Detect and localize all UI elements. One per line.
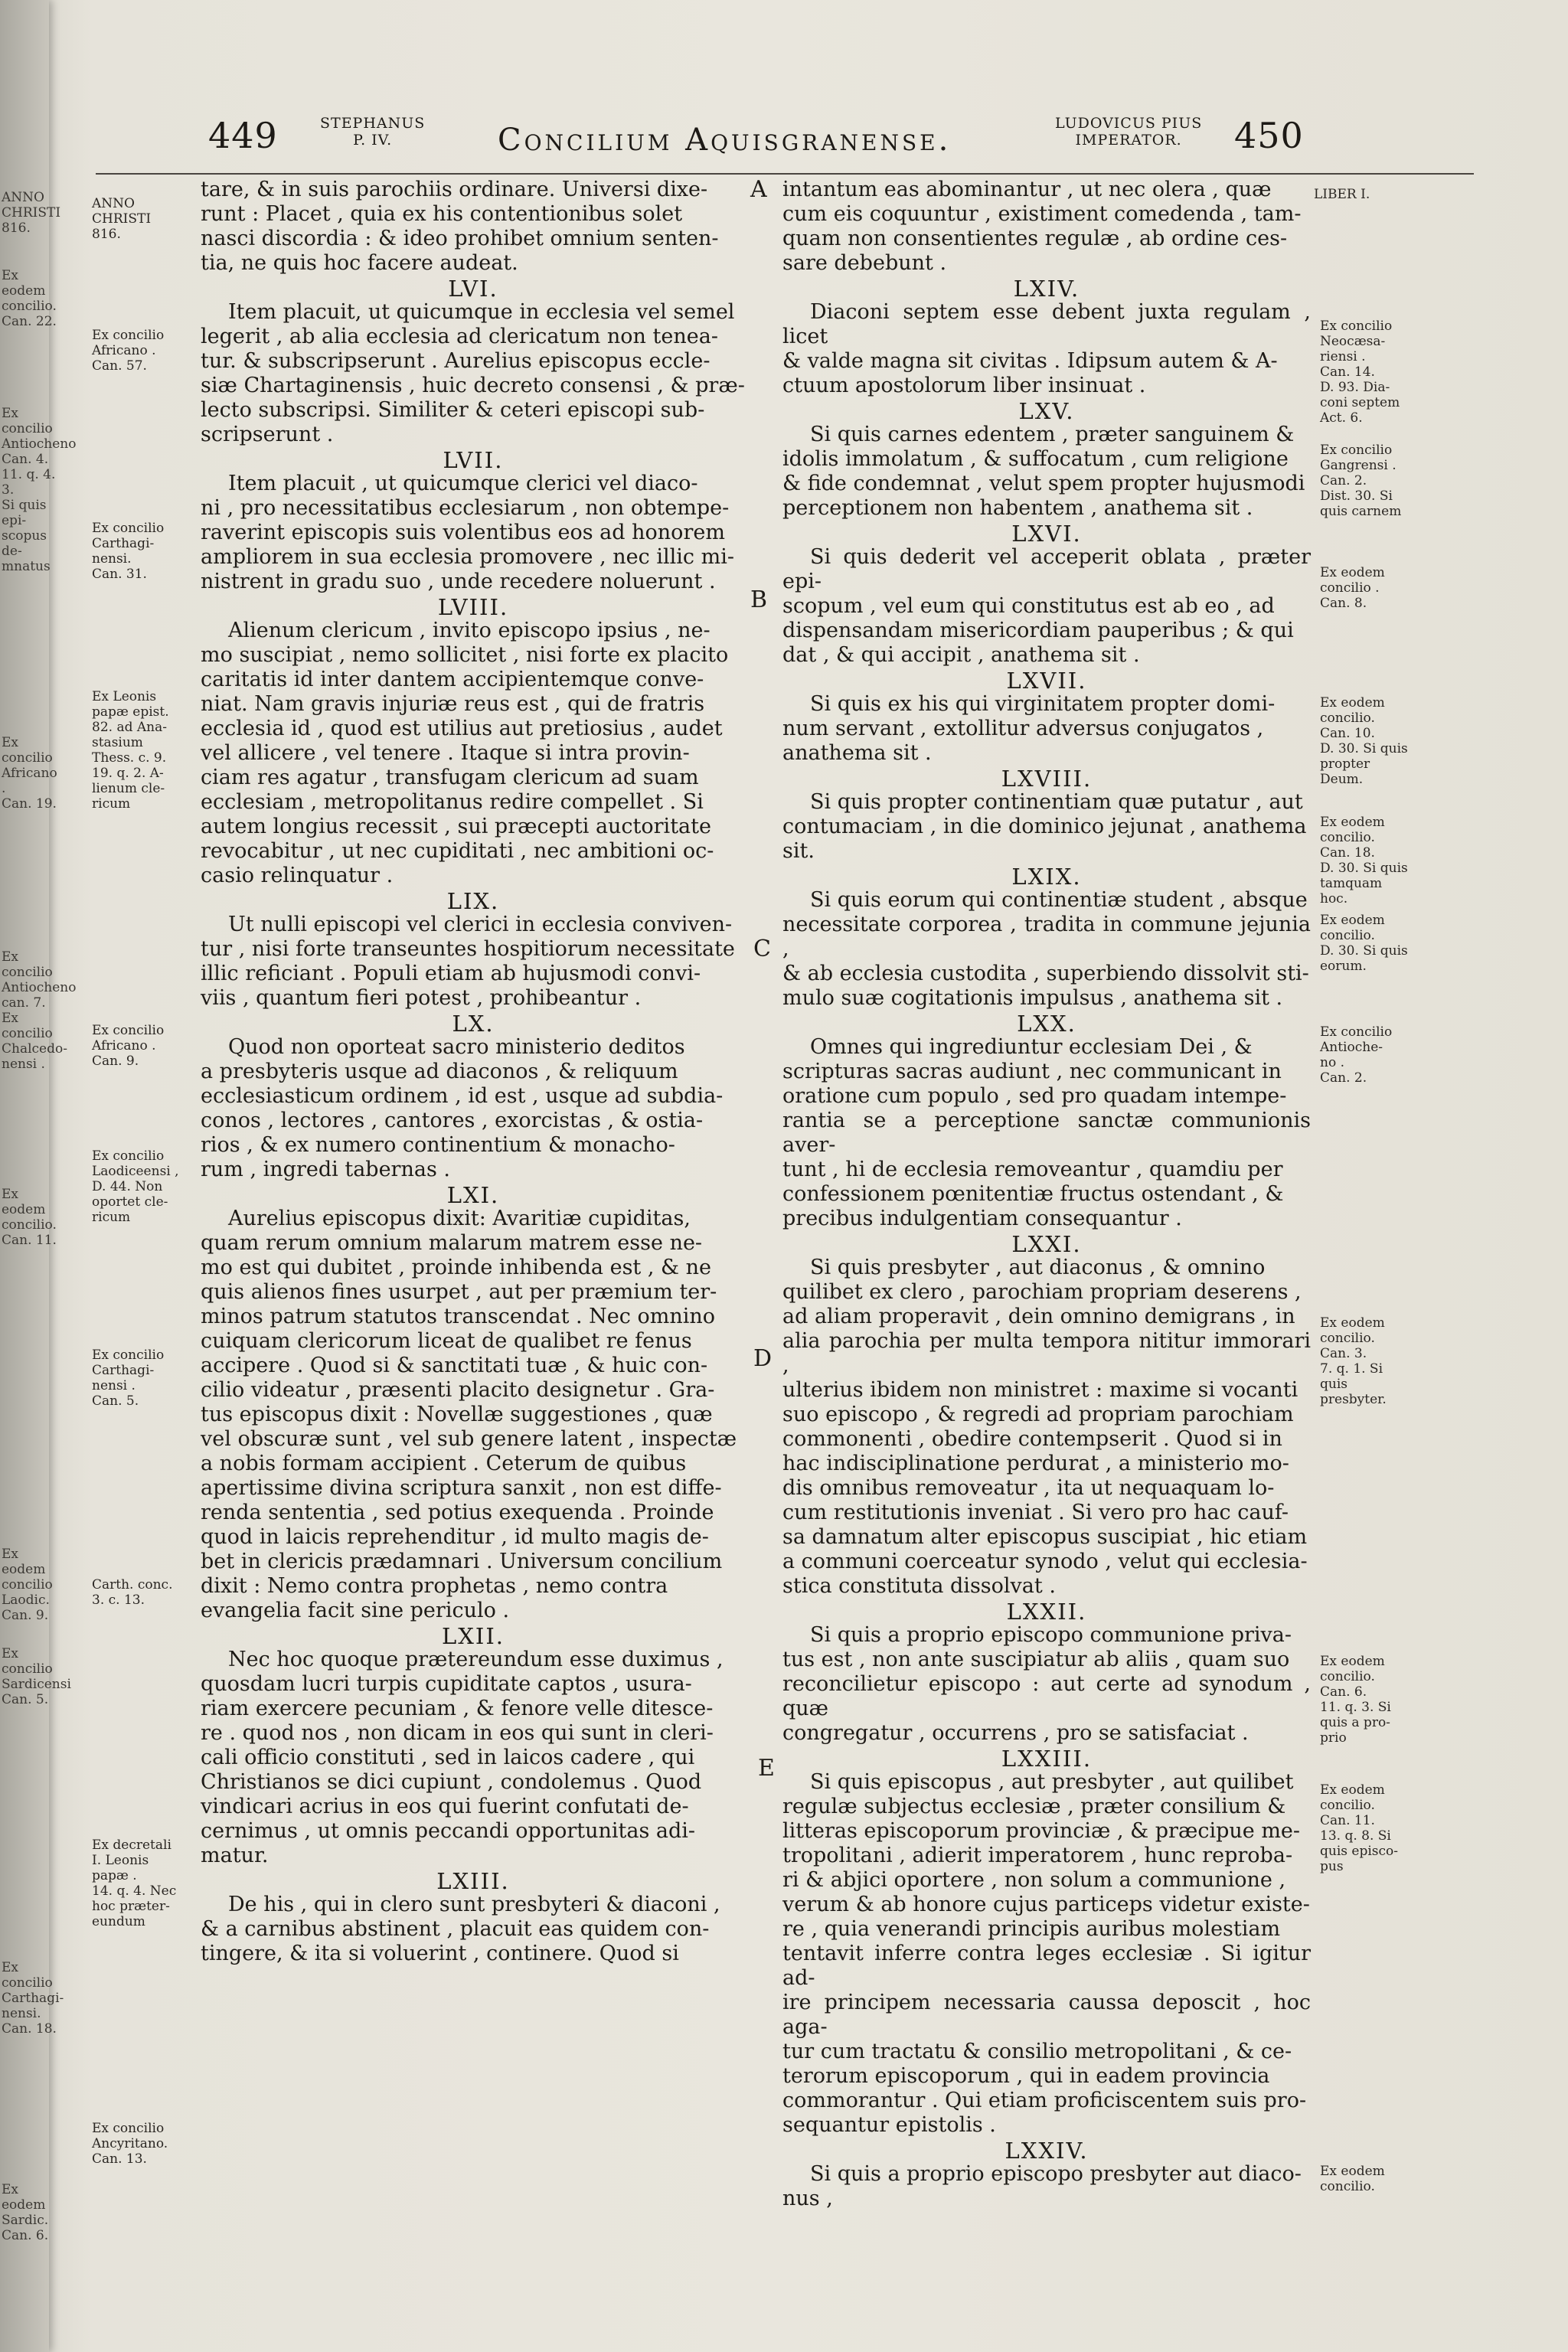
gutter-note: Ex concilio Sardicensi Can. 5. bbox=[2, 1646, 71, 1707]
margin-note: Ex concilio Ancyritano. Can. 13. bbox=[92, 2121, 168, 2167]
margin-note: Ex concilio Neocæsa- riensi . Can. 14. D. 93. Dia- coni septem Act. 6. bbox=[1320, 318, 1400, 426]
canon-paragraph: Si quis propter continentiam quæ putatur , aut contumaciam , in die dominico jejunat , anathema sit. bbox=[782, 790, 1307, 863]
canon-number: LXXI. bbox=[1011, 1231, 1082, 1257]
header-rule bbox=[96, 173, 1474, 175]
canon-paragraph: Si quis carnes edentem , præter sanguinem & idolis immolatum , & suffocatum , cum religione & fide condemnat , velut spem propter hujusmodi perceptionem non habentem , anathema sit . bbox=[782, 423, 1305, 520]
canon-number: LXIX. bbox=[1011, 864, 1082, 890]
canon-number: LXX. bbox=[1017, 1011, 1076, 1037]
gutter-note: Ex concilio Antiocheno Can. 4. 11. q. 4. 3. Si quis epi- scopus de- mnatus bbox=[2, 406, 77, 574]
right-text-column bbox=[782, 178, 1311, 2211]
canon-number: LVIII. bbox=[437, 594, 509, 620]
section-letter: B bbox=[750, 586, 768, 613]
canon-paragraph: Si quis presbyter , aut diaconus , & omnino quilibet ex clero , parochiam propriam deserens , ad aliam properavit , dein omnino demigrans , in alia parochia per multa tempora nititur immorari , ulterius ibidem non ministret : maxime si vocanti suo episcopo , & regredi ad propriam parochiam commonenti , obedire contempserit . Quod si in hac indisciplinatione perdurat , a ministerio mo- dis omnibus removeatur , ita ut nequaquam lo- cum restitutionis inveniat . Si vero pro hac cauf- sa damnatum alter episcopus suscipiat , hic etiam a communi coerceatur synodo , velut qui ecclesia- stica constituta dissolvat . bbox=[782, 1256, 1311, 1598]
canon-paragraph: Ut nulli episcopi vel clerici in ecclesia conviven- tur , nisi forte transeuntes hospitiorum necessitate illic reficiant . Populi etiam ab hujusmodi convi- viis , quantum fieri potest , prohibeantur . bbox=[201, 913, 735, 1010]
margin-note: Ex eodem concilio. Can. 6. 11. q. 3. Si quis a pro- prio bbox=[1320, 1654, 1391, 1746]
margin-note: Ex eodem concilio . Can. 8. bbox=[1320, 565, 1385, 611]
gutter-note: Ex eodem concilio. Can. 22. bbox=[2, 268, 57, 329]
canon-number: LXVI. bbox=[1011, 521, 1082, 547]
canon-paragraph: intantum eas abominantur , ut nec olera , quæ cum eis coquuntur , existiment comedenda , tam- quam non consentientes regulæ , ab ordine ces- sare debebunt . bbox=[782, 178, 1302, 275]
canon-paragraph: Si quis eorum qui continentiæ student , absque necessitate corporea , tradita in commune jejunia , & ab ecclesia custodita , superbiendo dissolvit sti- mulo suæ cogitationis impulsus , anathema sit . bbox=[782, 888, 1311, 1010]
running-head-left: STEPHANUS P. IV. bbox=[320, 115, 426, 149]
margin-note: Ex concilio Laodiceensi , D. 44. Non oportet cle- ricum bbox=[92, 1148, 179, 1225]
left-text-column bbox=[201, 178, 746, 1966]
margin-note: Ex Leonis papæ epist. 82. ad Ana- stasium Thess. c. 9. 19. q. 2. A- lienum cle- ricum bbox=[92, 689, 169, 812]
margin-note: Ex concilio Africano . Can. 9. bbox=[92, 1023, 165, 1069]
margin-note: Ex eodem concilio. Can. 3. 7. q. 1. Si quis presbyter. bbox=[1320, 1315, 1387, 1407]
canon-number: LX. bbox=[452, 1011, 495, 1037]
gutter-note: Ex concilio Antiocheno can. 7. Ex concilio Chalcedo- nensi . bbox=[2, 949, 77, 1072]
canon-paragraph: Si quis dederit vel acceperit oblata , præter epi- scopum , vel eum qui constitutus est ab eo , ad dispensandam misericordiam pauperibus ; & qui dat , & qui accipit , anathema sit . bbox=[782, 545, 1311, 667]
page-number-left: 449 bbox=[208, 115, 278, 156]
gutter-note: Ex eodem Sardic. Can. 6. bbox=[2, 2182, 49, 2243]
canon-number: LXII. bbox=[441, 1623, 505, 1649]
gutter-note: Ex eodem concilio Laodic. Can. 9. bbox=[2, 1547, 53, 1623]
canon-number: LXXIV. bbox=[1004, 2138, 1089, 2164]
canon-paragraph: Diaconi septem esse debent juxta regulam , licet & valde magna sit civitas . Idipsum autem & A- ctuum apostolorum liber insinuat . bbox=[782, 300, 1311, 397]
canon-paragraph: De his , qui in clero sunt presbyteri & diaconi , & a carnibus abstinent , placuit eas quidem con- tingere, & ita si voluerint , continere. Quod si bbox=[201, 1893, 720, 1965]
section-letter: C bbox=[753, 936, 771, 962]
page-title: Concilium Aquisgranense. bbox=[498, 122, 952, 158]
margin-note: Ex eodem concilio. Can. 18. D. 30. Si quis tamquam hoc. bbox=[1320, 815, 1408, 906]
margin-note: Ex concilio Carthagi- nensi . Can. 5. bbox=[92, 1348, 165, 1409]
margin-note: Carth. conc. 3. c. 13. bbox=[92, 1577, 173, 1608]
page-number-right: 450 bbox=[1234, 115, 1304, 156]
margin-note: Ex eodem concilio. Can. 11. 13. q. 8. Si quis episco- pus bbox=[1320, 1782, 1398, 1874]
canon-paragraph: Item placuit , ut quicumque clerici vel diaco- ni , pro necessitatibus ecclesiarum , non obtempe- raverint episcopis suis volentibus eos ad honorem ampliorem in sua ecclesia promovere , nec illic mi- nistrent in gradu suo , unde recedere noluerunt . bbox=[201, 472, 734, 593]
canon-number: LXXII. bbox=[1006, 1599, 1087, 1625]
canon-number: LXXIII. bbox=[1001, 1746, 1093, 1772]
gutter-note: ANNO CHRISTI 816. bbox=[2, 190, 61, 236]
canon-number: LVI. bbox=[448, 276, 498, 302]
gutter-note: Ex concilio Carthagi- nensi. Can. 18. bbox=[2, 1960, 64, 2037]
canon-number: LXI. bbox=[446, 1182, 500, 1208]
canon-number: LXIV. bbox=[1013, 276, 1080, 302]
margin-note: ANNO CHRISTI 816. bbox=[92, 196, 152, 242]
margin-note: Ex concilio Carthagi- nensi. Can. 31. bbox=[92, 521, 165, 582]
canon-paragraph: Si quis a proprio episcopo presbyter aut diaco- nus , bbox=[782, 2162, 1302, 2210]
margin-note: Ex eodem concilio. Can. 10. D. 30. Si quis propter Deum. bbox=[1320, 695, 1408, 787]
canon-paragraph: Si quis ex his qui virginitatem propter domi- num servant , extollitur adversus conjugatos , anathema sit . bbox=[782, 692, 1276, 765]
canon-paragraph: Si quis a proprio episcopo communione priva- tus est , non ante suscipiatur ab aliis , quam suo reconcilietur episcopo : aut certe ad synodum , quæ congregatur , occurrens , pro se satisfaciat . bbox=[782, 1623, 1311, 1745]
running-head-right: LUDOVICUS PIUS IMPERATOR. bbox=[1055, 115, 1203, 149]
previous-page-edge bbox=[0, 0, 77, 2352]
margin-note: Ex concilio Gangrensi . Can. 2. Dist. 30. Si quis carnem bbox=[1320, 443, 1402, 519]
margin-note: Ex eodem concilio. bbox=[1320, 2164, 1385, 2194]
gutter-note: Ex concilio Africano . Can. 19. bbox=[2, 735, 57, 812]
canon-number: LXV. bbox=[1018, 398, 1075, 424]
gutter-note: Ex eodem concilio. Can. 11. bbox=[2, 1187, 57, 1248]
canon-number: LXIII. bbox=[436, 1868, 510, 1894]
canon-number: LXVII. bbox=[1006, 668, 1087, 694]
canon-paragraph: tare, & in suis parochiis ordinare. Universi dixe- runt : Placet , quia ex his contentionibus solet nasci discordia : & ideo prohibet omnium senten- tia, ne quis hoc facere audeat. bbox=[201, 178, 719, 275]
canon-paragraph: Omnes qui ingrediuntur ecclesiam Dei , & scripturas sacras audiunt , nec communicant in oratione cum populo , sed pro quadam intempe- rantia se a perceptione sanctæ communionis aver- tunt , hi de ecclesia removeantur , quamdiu per confessionem pœnitentiæ fructus ostendant , & precibus indulgentiam consequantur . bbox=[782, 1035, 1311, 1230]
margin-note: Ex concilio Africano . Can. 57. bbox=[92, 328, 165, 374]
margin-note: LIBER I. bbox=[1314, 187, 1370, 202]
canon-number: LXVIII. bbox=[1001, 766, 1093, 792]
margin-note: Ex eodem concilio. D. 30. Si quis eorum. bbox=[1320, 913, 1408, 974]
section-letter: A bbox=[750, 176, 767, 203]
running-header bbox=[0, 115, 1568, 176]
section-letter: D bbox=[753, 1345, 773, 1372]
margin-note: Ex concilio Antioche- no . Can. 2. bbox=[1320, 1024, 1393, 1086]
canon-paragraph: Item placuit, ut quicumque in ecclesia vel semel legerit , ab alia ecclesia ad clericatum non tenea- tur. & subscripserunt . Aurelius episcopus eccle- siæ Chartaginensis , huic decreto consensi , & præ- lecto subscripsi. Similiter & ceteri episcopi sub- scripserunt . bbox=[201, 300, 745, 446]
canon-paragraph: Quod non oporteat sacro ministerio deditos a presbyteris usque ad diaconos , & reliquum ecclesiasticum ordinem , id est , usque ad subdia- conos , lectores , cantores , exorcistas , & ostia- rios , & ex numero continentium & monacho- rum , ingredi tabernas . bbox=[201, 1035, 724, 1181]
margin-note: Ex decretali I. Leonis papæ . 14. q. 4. Nec hoc præter- eundum bbox=[92, 1838, 177, 1929]
canon-paragraph: Aurelius episcopus dixit: Avaritiæ cupiditas, quam rerum omnium malarum matrem esse ne- mo est qui dubitet , proinde inhibenda est , & ne quis alienos fines usurpet , aut per præmium ter- minos patrum statutos transcendat . Nec omnino cuiquam clericorum liceat de qualibet re fenus accipere . Quod si & sanctitati tuæ , & huic con- cilio videatur , præsenti placito designetur . Gra- tus episcopus dixit : Novellæ suggestiones , quæ vel obscuræ sunt , vel sub genere latent , inspectæ a nobis formam accipient . Ceterum de quibus apertissime divina scriptura sanxit , non est diffe- renda sententia , sed potius exequenda . Proinde quod in laicis reprehenditur , id multo magis de- bet in clericis prædamnari . Universum concilium dixit : Nemo contra prophetas , nemo contra evangelia facit sine periculo . bbox=[201, 1207, 737, 1622]
canon-paragraph: Si quis episcopus , aut presbyter , aut quilibet regulæ subjectus ecclesiæ , præter consilium & litteras episcoporum provinciæ , & præcipue me- tropolitani , adierit imperatorem , hunc reproba- ri & abjici oportere , non solum a communione , verum & ab honore cujus particeps videtur existe- re , quia venerandi principis auribus molestiam tentavit inferre contra leges ecclesiæ . Si igitur ad- ire principem necessaria caussa deposcit , hoc aga- tur cum tractatu & consilio metropolitani , & ce- terorum episcoporum , qui in eadem provincia commorantur . Qui etiam proficiscentem suis pro- sequantur epistolis . bbox=[782, 1770, 1311, 2137]
canon-number: LIX. bbox=[446, 888, 500, 914]
canon-paragraph: Alienum clericum , invito episcopo ipsius , ne- mo suscipiat , nemo sollicitet , nisi forte ex placito caritatis id inter dantem accipientemque conve- niat. Nam gravis injuriæ reus est , qui de fratris ecclesia id , quod est utilius aut pretiosius , audet vel allicere , vel tenere . Itaque si intra provin- ciam res agatur , transfugam clericum ad suam ecclesiam , metropolitanus redire compellet . Si autem longius recessit , sui præcepti auctoritate revocabitur , ut nec cupiditati , nec ambitioni oc- casio relinquatur . bbox=[201, 619, 729, 887]
canon-paragraph: Nec hoc quoque prætereundum esse duximus , quosdam lucri turpis cupiditate captos , usura- riam exercere pecuniam , & fenore velle ditesce- re . quod nos , non dicam in eos qui sunt in cleri- cali officio constituti , sed in laicos cadere , qui Christianos se dici cupiunt , condolemus . Quod vindicari acrius in eos qui fuerint confutati de- cernimus , ut omnis peccandi opportunitas adi- matur. bbox=[201, 1648, 724, 1867]
section-letter: E bbox=[758, 1755, 775, 1782]
canon-number: LVII. bbox=[443, 447, 504, 473]
